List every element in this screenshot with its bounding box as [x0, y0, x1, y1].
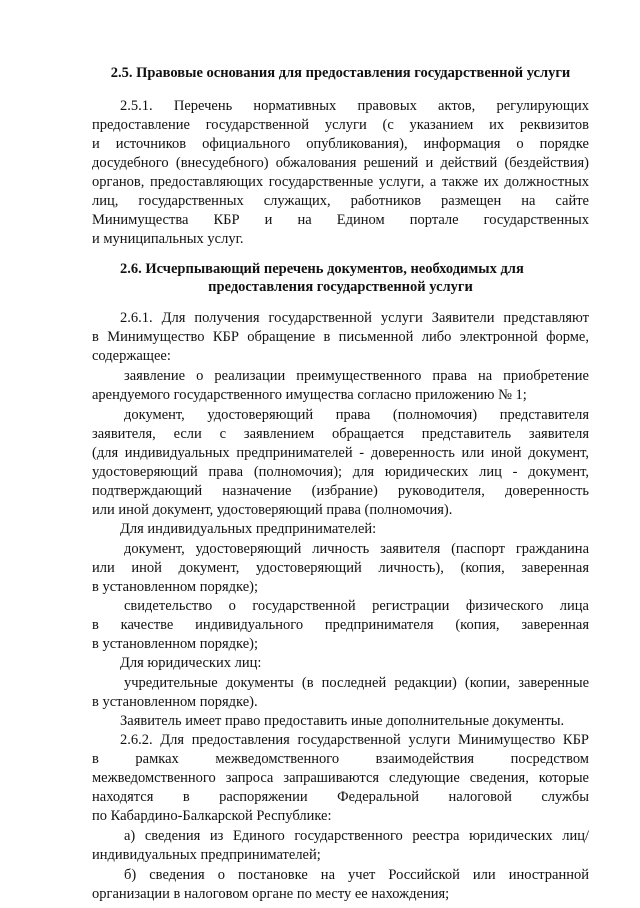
paragraph-line: Заявитель имеет право предоставить иные дополнительные документы.	[120, 713, 565, 729]
paragraph-line: и муниципальных услуг.	[92, 231, 244, 247]
paragraph-line: индивидуальных предпринимателей;	[92, 847, 321, 863]
paragraph-line: Для юридических лиц:	[120, 655, 262, 671]
paragraph-line: арендуемого государственного имущества согласно приложению № 1;	[92, 387, 527, 403]
paragraph-line: 2.5.1. Перечень нормативных правовых актов, регулирующих	[120, 98, 589, 114]
paragraph-line: 2.6.2. Для предоставления государственной услуги Минимущество КБР	[120, 732, 589, 748]
paragraph-line: документ, удостоверяющий права (полномочия) представителя	[124, 407, 589, 423]
paragraph-line: в установленном порядке).	[92, 694, 258, 710]
paragraph-line: в рамках межведомственного взаимодействия посредством	[92, 751, 589, 767]
paragraph-line: в Минимущество КБР обращение в письменной либо электронной форме,	[92, 329, 589, 345]
paragraph-line: в качестве индивидуального предпринимателя (копия, заверенная	[92, 617, 589, 633]
paragraph-line: документ, удостоверяющий личность заявителя (паспорт гражданина	[124, 541, 589, 557]
paragraph-line: свидетельство о государственной регистрации физического лица	[124, 598, 589, 614]
section-2-5-title: 2.5. Правовые основания для предоставления государственной услуги	[110, 65, 571, 81]
paragraph-line: б) сведения о постановке на учет Российской или иностранной	[124, 867, 589, 883]
section-2-6-title-line1: 2.6. Исчерпывающий перечень документов, необходимых для	[120, 261, 524, 277]
paragraph-line: в установленном порядке);	[92, 579, 259, 595]
paragraph-line: подтверждающий назначение (избрание) руководителя, доверенность	[92, 483, 589, 499]
paragraph-line: 2.6.1. Для получения государственной услуги Заявители представляют	[120, 310, 589, 326]
paragraph-line: органов, предоставляющих государственные услуги, а также их должностных	[92, 174, 589, 190]
section-2-6-title-line2: предоставления государственной услуги	[208, 279, 473, 295]
paragraph-line: а) сведения из Единого государственного реестра юридических лиц/	[124, 828, 589, 844]
paragraph-line: по Кабардино-Балкарской Республике:	[92, 808, 332, 824]
paragraph-line: учредительные документы (в последней редакции) (копии, заверенные	[124, 675, 589, 691]
paragraph-line: предоставление государственной услуги (с указанием их реквизитов	[92, 117, 589, 133]
paragraph-line: заявление о реализации преимущественного права на приобретение	[124, 368, 589, 384]
paragraph-line: (для индивидуальных предпринимателей - доверенность или иной документ,	[92, 445, 589, 461]
paragraph-line: досудебного (внесудебного) обжалования решений и действий (бездействия)	[92, 155, 589, 171]
paragraph-line: межведомственного запроса запрашиваются следующие сведения, которые	[92, 770, 589, 786]
paragraph-line: организации в налоговом органе по месту ее нахождения;	[92, 886, 450, 902]
paragraph-line: или иной документ, удостоверяющий права (полномочия).	[92, 502, 453, 518]
paragraph-line: заявителя, если с заявлением обращается представитель заявителя	[92, 426, 589, 442]
paragraph-line: удостоверяющий права (полномочия); для юридических лиц - документ,	[92, 464, 589, 480]
paragraph-line: и источников официального опубликования), информация о порядке	[92, 136, 589, 152]
paragraph-line: содержащее:	[92, 348, 171, 364]
paragraph-line: или иной документ, удостоверяющий личность), (копия, заверенная	[92, 560, 589, 576]
paragraph-line: находятся в распоряжении Федеральной налоговой службы	[92, 789, 589, 805]
paragraph-line: Минимущества КБР и на Едином портале государственных	[92, 212, 589, 228]
paragraph-line: Для индивидуальных предпринимателей:	[120, 521, 377, 537]
paragraph-line: лиц, государственных служащих, работников размещен на сайте	[92, 193, 589, 209]
paragraph-line: в установленном порядке);	[92, 636, 259, 652]
